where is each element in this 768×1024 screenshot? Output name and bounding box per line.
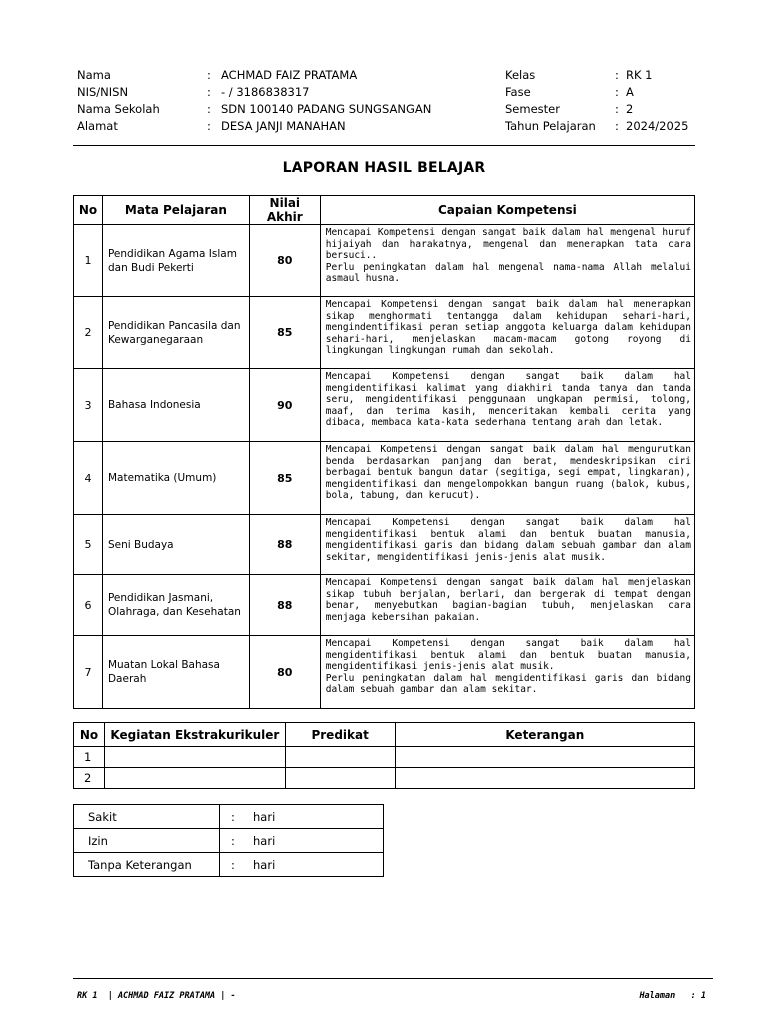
grades-table <box>73 195 695 709</box>
row-score: 88 <box>249 575 320 636</box>
attendance-row-izin <box>74 829 384 853</box>
nama-label: Nama <box>77 68 111 82</box>
attendance-value: hari <box>253 833 276 848</box>
extracurricular-table <box>73 722 695 789</box>
colon: : <box>615 68 619 82</box>
row-score: 85 <box>249 297 320 369</box>
row-score: 90 <box>249 369 320 442</box>
row-subject: Seni Budaya <box>102 515 249 575</box>
row-activity <box>104 768 285 789</box>
row-predicate <box>285 747 395 768</box>
row-no: 1 <box>74 747 105 768</box>
table-row <box>74 225 695 297</box>
row-competency: Mencapai Kompetensi dengan sangat baik dalam hal mengidentifikasi bentuk alami dan bentuk buatan manusia, mengidentifikasi garis dan bidang dalam sebuah gambar dan alam sekitar, mengidentifikasi jenis-jenis alat musik. <box>320 515 694 575</box>
alamat-label: Alamat <box>77 119 118 133</box>
row-activity <box>104 747 285 768</box>
row-no: 2 <box>74 297 103 369</box>
table-row <box>74 768 695 789</box>
row-competency: Mencapai Kompetensi dengan sangat baik dalam hal mengidentifikasi kalimat yang diakhiri tanda tanya dan tanda seru, mengidentifikasi penggunaan ungkapan permisi, tolong, maaf, dan terima kasih, menceritakan kembali cerita yang dibaca, membaca kata-kata sederhana tentang arah dan letak. <box>320 369 694 442</box>
kelas-value: RK 1 <box>626 68 653 82</box>
colon: : <box>207 85 211 99</box>
table-row <box>74 575 695 636</box>
attendance-label: Tanpa Keterangan <box>74 853 220 877</box>
attendance-value: hari <box>253 809 276 824</box>
extracurricular-header-row <box>74 723 695 747</box>
nama-value: ACHMAD FAIZ PRATAMA <box>221 68 358 82</box>
fase-label: Fase <box>505 85 531 99</box>
header-competency: Capaian Kompetensi <box>320 196 694 225</box>
row-subject: Pendidikan Agama Islam dan Budi Pekerti <box>102 225 249 297</box>
colon: : <box>207 68 211 82</box>
row-no: 2 <box>74 768 105 789</box>
semester-label: Semester <box>505 102 560 116</box>
table-row <box>74 297 695 369</box>
page-number: 1 <box>700 991 706 1001</box>
semester-value: 2 <box>626 102 634 116</box>
row-predicate <box>285 768 395 789</box>
row-note <box>395 768 694 789</box>
row-score: 88 <box>249 515 320 575</box>
row-score: 80 <box>249 636 320 709</box>
nisn-value: - / 3186838317 <box>221 85 310 99</box>
page-label: Halaman <box>639 991 676 1001</box>
colon: : <box>615 85 619 99</box>
tahun-label: Tahun Pelajaran <box>505 119 596 133</box>
footer-page <box>639 991 706 1001</box>
row-subject: Matematika (Umum) <box>102 442 249 515</box>
report-title: LAPORAN HASIL BELAJAR <box>282 160 486 176</box>
row-score: 85 <box>249 442 320 515</box>
attendance-value-cell <box>220 829 384 853</box>
colon: : <box>231 833 235 848</box>
attendance-value-cell <box>220 853 384 877</box>
attendance-value-cell <box>220 805 384 829</box>
alamat-value: DESA JANJI MANAHAN <box>221 119 346 133</box>
row-competency: Mencapai Kompetensi dengan sangat baik dalam hal menerapkan sikap menghormati tentangga dalam kehidupan sehari-hari, mengindentifikasi peran setiap anggota keluarga dalam kehidupan sehari-hari, menjelaskan macam-macam gotong royong di lingkungan lingkungan rumah dan sekolah. <box>320 297 694 369</box>
row-subject: Bahasa Indonesia <box>102 369 249 442</box>
row-no: 1 <box>74 225 103 297</box>
row-competency: Mencapai Kompetensi dengan sangat baik dalam hal mengidentifikasi bentuk alami dan bentuk buatan manusia, mengidentifikasi jenis-jenis alat musik. Perlu peningkatan dalam hal mengidentifikasi garis dan bidang dalam sebuah gambar dan alam sekitar. <box>320 636 694 709</box>
row-no: 3 <box>74 369 103 442</box>
row-no: 7 <box>74 636 103 709</box>
colon: : <box>207 102 211 116</box>
row-no: 4 <box>74 442 103 515</box>
header-score: Nilai Akhir <box>249 196 320 225</box>
sekolah-label: Nama Sekolah <box>77 102 160 116</box>
table-row <box>74 442 695 515</box>
table-row <box>74 369 695 442</box>
row-competency: Mencapai Kompetensi dengan sangat baik dalam hal mengurutkan benda berdasarkan panjang dan berat, mendeskripsikan ciri berbagai bentuk bangun datar (segitiga, segi empat, lingkaran), mengidentifikasi dan mengelompokkan bangun ruang (balok, kubus, bola, tabung, dan kerucut). <box>320 442 694 515</box>
header-activity: Kegiatan Ekstrakurikuler <box>104 723 285 747</box>
row-no: 5 <box>74 515 103 575</box>
header-note: Keterangan <box>395 723 694 747</box>
colon: : <box>231 857 235 872</box>
footer-student-info: RK 1 | ACHMAD FAIZ PRATAMA | - <box>77 991 236 1001</box>
header-subject: Mata Pelajaran <box>102 196 249 225</box>
attendance-value: hari <box>253 857 276 872</box>
table-row <box>74 636 695 709</box>
table-row <box>74 515 695 575</box>
sekolah-value: SDN 100140 PADANG SUNGSANGAN <box>221 102 432 116</box>
attendance-row-tanpa-keterangan <box>74 853 384 877</box>
tahun-value: 2024/2025 <box>626 119 689 133</box>
footer-divider <box>73 978 713 979</box>
header-predicate: Predikat <box>285 723 395 747</box>
row-note <box>395 747 694 768</box>
table-row <box>74 747 695 768</box>
colon: : <box>615 102 619 116</box>
attendance-label: Izin <box>74 829 220 853</box>
header-divider <box>73 145 695 146</box>
attendance-table <box>73 804 384 877</box>
row-subject: Muatan Lokal Bahasa Daerah <box>102 636 249 709</box>
header-no: No <box>74 723 105 747</box>
row-competency: Mencapai Kompetensi dengan sangat baik dalam hal menjelaskan sikap tubuh berjalan, berlari, dan bergerak di tempat dengan benar, menyebutkan bagian-bagian tubuh, menjelaskan cara menjaga kebersihan pakaian. <box>320 575 694 636</box>
grades-header-row <box>74 196 695 225</box>
row-subject: Pendidikan Pancasila dan Kewarganegaraan <box>102 297 249 369</box>
colon: : <box>231 809 235 824</box>
colon: : <box>615 119 619 133</box>
colon: : <box>207 119 211 133</box>
fase-value: A <box>626 85 634 99</box>
attendance-row-sakit <box>74 805 384 829</box>
header-no: No <box>74 196 103 225</box>
attendance-label: Sakit <box>74 805 220 829</box>
kelas-label: Kelas <box>505 68 536 82</box>
row-subject: Pendidikan Jasmani, Olahraga, dan Kesehatan <box>102 575 249 636</box>
nisn-label: NIS/NISN <box>77 85 129 99</box>
row-score: 80 <box>249 225 320 297</box>
row-no: 6 <box>74 575 103 636</box>
row-competency: Mencapai Kompetensi dengan sangat baik dalam hal mengenal huruf hijaiyah dan harakatnya, mengenal dan menerapkan tata cara bersuci.. Perlu peningkatan dalam hal mengenal nama-nama Allah melalui asmaul husna. <box>320 225 694 297</box>
page-separator: : <box>690 991 696 1001</box>
